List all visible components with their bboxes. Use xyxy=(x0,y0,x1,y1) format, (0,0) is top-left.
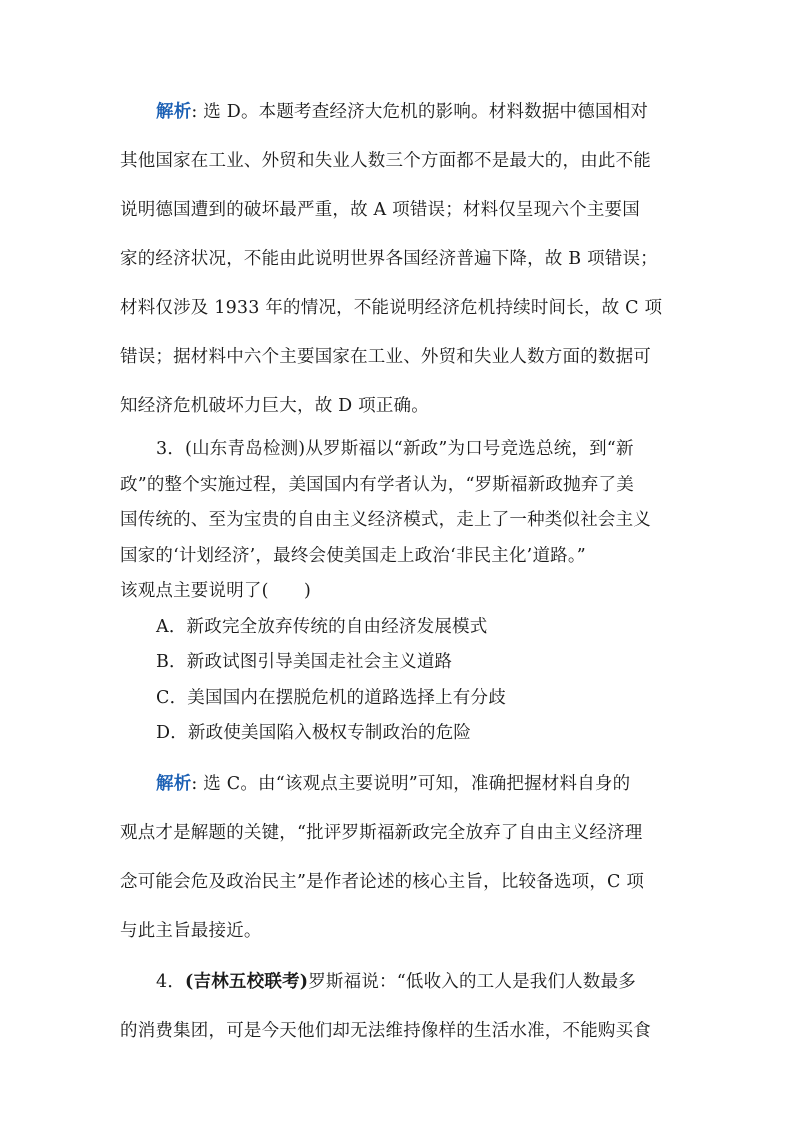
question-number: 3． xyxy=(156,439,186,459)
analysis-paragraph-1 xyxy=(120,88,680,431)
question-3 xyxy=(120,432,680,752)
analysis-line: 家的经济状况，不能由此说明世界各国经济普遍下降，故 B 项错误； xyxy=(120,249,658,269)
question-line: 4．(吉林五校联考)罗斯福说：“低收入的工人是我们人数最多 xyxy=(156,972,636,992)
analysis-line: 错误；据材料中六个主要国家在工业、外贸和失业人数方面的数据可 xyxy=(120,347,651,367)
analysis-line: 其他国家在工业、外贸和失业人数三个方面都不是最大的，由此不能 xyxy=(120,151,651,171)
question-line: 政”的整个实施过程，美国国内有学者认为，“罗斯福新政抛弃了美 xyxy=(120,474,634,495)
question-line: 国传统的、至为宝贵的自由主义经济模式，走上了一种类似社会主义 xyxy=(120,510,651,530)
analysis-line: 材料仅涉及 1933 年的情况，不能说明经济危机持续时间长，故 C 项 xyxy=(120,298,663,318)
analysis-line: 与此主旨最接近。 xyxy=(120,921,262,941)
analysis-line: 解析: 选 D。本题考查经济大危机的影响。材料数据中德国相对 xyxy=(156,102,649,122)
analysis-paragraph-3 xyxy=(120,760,680,956)
analysis-label: 解析 xyxy=(156,774,192,794)
question-source: (吉林五校联考) xyxy=(185,972,309,992)
question-line: 的消费集团，可是今天他们却无法维持像样的生活水准，不能购买食 xyxy=(120,1021,651,1041)
option-c: C．美国国内在摆脱危机的道路选择上有分歧 xyxy=(156,687,506,708)
question-number: 4． xyxy=(156,972,186,992)
option-d: D．新政使美国陷入极权专制政治的危险 xyxy=(156,723,472,743)
question-source: (山东青岛检测) xyxy=(185,439,306,459)
question-line: 3．(山东青岛检测)从罗斯福以“新政”为口号竞选总统，到“新 xyxy=(156,439,634,459)
question-line: 国家的‘计划经济’，最终会使美国走上政治‘非民主化’道路。” xyxy=(120,545,586,566)
analysis-label: 解析 xyxy=(156,102,192,122)
analysis-line: 念可能会危及政治民主”是作者论述的核心主旨，比较备选项，C 项 xyxy=(120,872,645,892)
analysis-line: 观点才是解题的关键，“批评罗斯福新政完全放弃了自由主义经济理 xyxy=(120,823,643,843)
option-b: B．新政试图引导美国走社会主义道路 xyxy=(156,652,453,672)
analysis-line: 说明德国遭到的破坏最严重，故 A 项错误；材料仅呈现六个主要国 xyxy=(120,200,640,220)
option-a: A．新政完全放弃传统的自由经济发展模式 xyxy=(156,616,488,637)
question-line: 该观点主要说明了( ) xyxy=(120,581,312,601)
analysis-line: 解析: 选 C。由“该观点主要说明”可知，准确把握材料自身的 xyxy=(156,774,631,794)
question-4 xyxy=(120,958,680,1056)
analysis-line: 知经济危机破坏力巨大，故 D 项正确。 xyxy=(120,396,429,416)
